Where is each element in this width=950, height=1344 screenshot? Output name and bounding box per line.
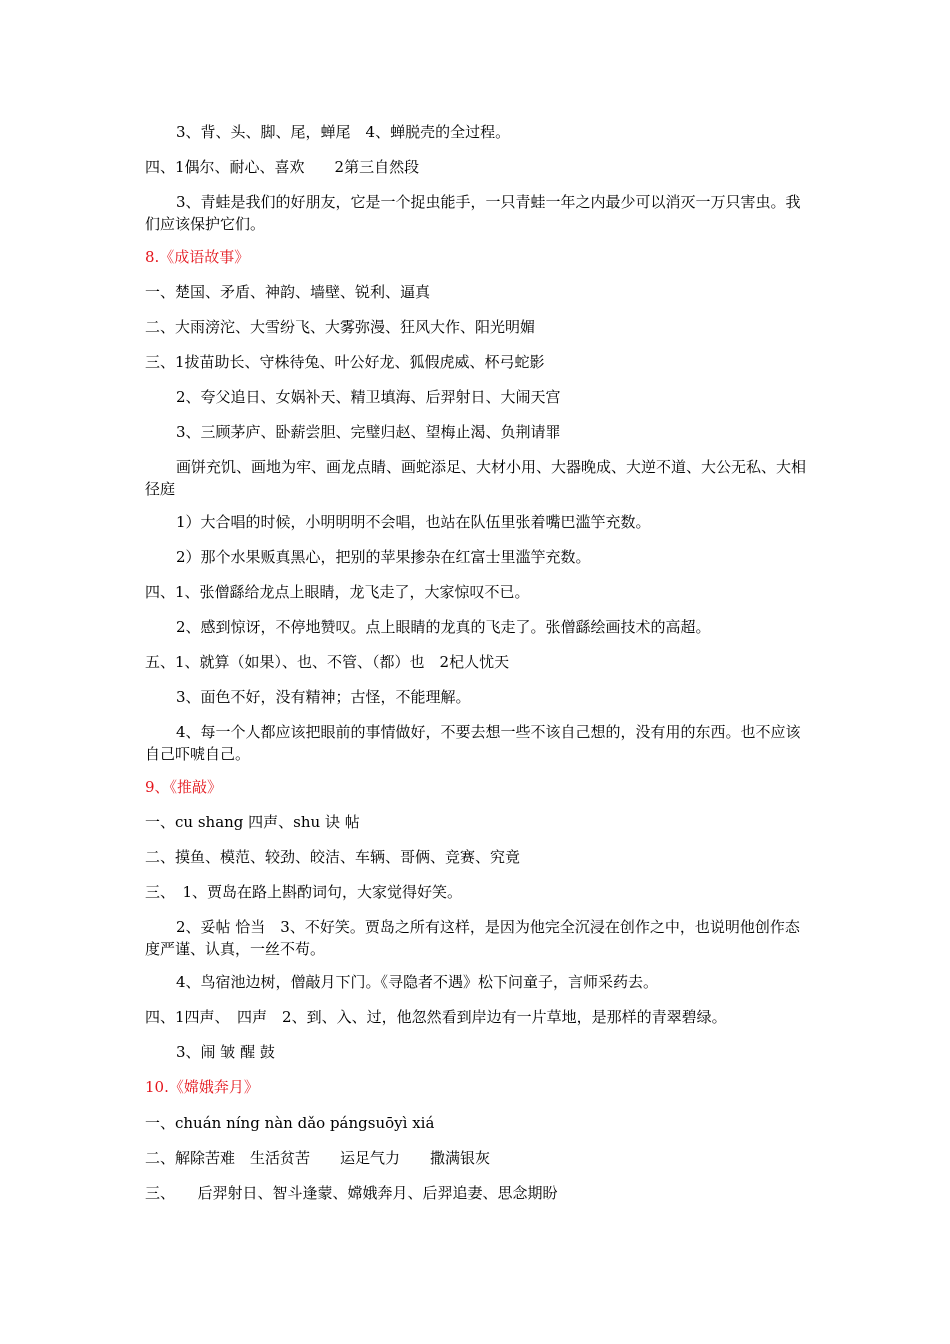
- text-line: 2、感到惊讶，不停地赞叹。点上眼睛的龙真的飞走了。张僧繇绘画技术的高超。: [176, 618, 711, 636]
- text-line: 一、chuán níng nàn dǎo pángsuōyì xiá: [145, 1114, 435, 1132]
- text-line: 三、 1、贾岛在路上斟酌词句，大家觉得好笑。: [145, 883, 463, 901]
- text-paragraph: 画饼充饥、画地为牢、画龙点睛、画蛇添足、大材小用、大器晚成、大逆不道、大公无私、大相径庭: [145, 458, 807, 498]
- text-line: 2、夸父追日、女娲补天、精卫填海、后羿射日、大闹天宫: [176, 388, 561, 406]
- text-line: 五、1、就算（如果）、也、不管、（都）也 2杞人忧天: [145, 653, 510, 671]
- text-line: 二、大雨滂沱、大雪纷飞、大雾弥漫、狂风大作、阳光明媚: [145, 318, 536, 336]
- text-line: 四、1、张僧繇给龙点上眼睛，龙飞走了，大家惊叹不已。: [145, 583, 530, 601]
- text-line: 二、摸鱼、模范、较劲、皎洁、车辆、哥俩、竞赛、究竟: [145, 848, 521, 866]
- text-line: 3、闹 皱 醒 鼓: [176, 1043, 275, 1061]
- text-line: 4、鸟宿池边树，僧敲月下门。《寻隐者不遇》松下问童子，言师采药去。: [176, 973, 659, 991]
- text-paragraph: 4、每一个人都应该把眼前的事情做好，不要去想一些不该自己想的，没有用的东西。也不应该自己吓唬自己。: [145, 723, 801, 763]
- text-line: 四、1四声、 四声 2、到、入、过，他忽然看到岸边有一片草地，是那样的青翠碧绿。: [145, 1008, 727, 1026]
- text-line: 三、 后羿射日、智斗逢蒙、嫦娥奔月、后羿追妻、思念期盼: [145, 1184, 558, 1202]
- text-line: 一、楚国、矛盾、神韵、墙壁、锐利、逼真: [145, 283, 431, 301]
- text-paragraph: 3、青蛙是我们的好朋友，它是一个捉虫能手，一只青蛙一年之内最少可以消灭一万只害虫。我们应该保护它们。: [145, 193, 801, 233]
- text-line: 1）大合唱的时候，小明明明不会唱，也站在队伍里张着嘴巴滥竽充数。: [176, 513, 651, 531]
- section-heading: 10.《嫦娥奔月》: [145, 1078, 259, 1096]
- text-line: 3、背、头、脚、尾，蝉尾 4、蝉脱壳的全过程。: [176, 123, 511, 141]
- text-line: 3、三顾茅庐、卧薪尝胆、完璧归赵、望梅止渴、负荆请罪: [176, 423, 561, 441]
- text-line: 四、1偶尔、耐心、喜欢 2第三自然段: [145, 158, 420, 176]
- text-line: 三、1拔苗助长、守株待兔、叶公好龙、狐假虎威、杯弓蛇影: [145, 353, 545, 371]
- section-heading: 9、《推敲》: [145, 778, 223, 796]
- text-line: 一、cu shang 四声、shu 诀 帖: [145, 813, 360, 831]
- section-heading: 8.《成语故事》: [145, 248, 250, 266]
- text-line: 2）那个水果贩真黑心，把别的苹果掺杂在红富士里滥竽充数。: [176, 548, 591, 566]
- text-line: 二、解除苦难 生活贫苦 运足气力 撒满银灰: [145, 1149, 491, 1167]
- text-line: 3、面色不好，没有精神；古怪，不能理解。: [176, 688, 471, 706]
- text-paragraph: 2、妥帖 恰当 3、不好笑。贾岛之所有这样，是因为他完全沉浸在创作之中，也说明他创作态度严谨、认真，一丝不苟。: [145, 918, 800, 958]
